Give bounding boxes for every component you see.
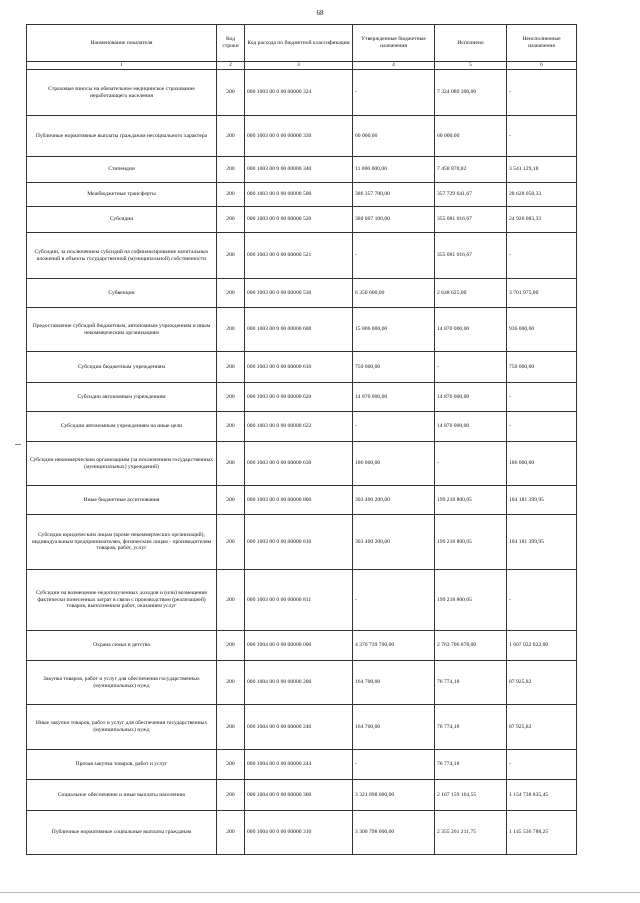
budget-execution-table — [26, 24, 577, 855]
row-unexecuted-cell: 104 181 399,95 — [507, 486, 577, 515]
row-unexecuted-cell: 24 926 083,33 — [507, 207, 577, 233]
row-name-cell: Субсидии некоммерческим организациям (за исключением государственных (муниципальных) учреждений) — [27, 442, 217, 486]
row-unexecuted-cell: 3 541 129,18 — [507, 157, 577, 183]
row-approved-cell: 14 870 000,00 — [353, 383, 435, 412]
table-row — [27, 233, 577, 279]
table-row — [27, 207, 577, 233]
table-row — [27, 352, 577, 383]
row-code-cell: 200 — [217, 157, 245, 183]
row-approved-cell: 15 806 000,00 — [353, 308, 435, 352]
row-approved-cell: 4 370 739 700,00 — [353, 631, 435, 661]
row-name-cell: Социальное обеспечение и иные выплаты населению — [27, 780, 217, 811]
row-name-cell: Субсидии автономным учреждениям — [27, 383, 217, 412]
row-name-cell: Прочая закупка товаров, работ и услуг — [27, 750, 217, 780]
row-code-cell: 200 — [217, 308, 245, 352]
row-approved-cell: 386 357 700,00 — [353, 183, 435, 207]
row-kbk-cell: 000 1003 00 0 00 00000 630 — [245, 442, 353, 486]
row-executed-cell: 357 729 641,67 — [435, 183, 507, 207]
row-kbk-cell: 000 1003 00 0 00 00000 520 — [245, 207, 353, 233]
table-row — [27, 811, 577, 855]
header-cell-kbk: Код расхода по бюджетной классификации — [245, 25, 353, 62]
row-kbk-cell: 000 1003 00 0 00 00000 622 — [245, 412, 353, 442]
row-kbk-cell: 000 1004 00 0 00 00000 240 — [245, 705, 353, 750]
row-code-cell: 200 — [217, 486, 245, 515]
row-executed-cell: 355 081 016,67 — [435, 207, 507, 233]
row-executed-cell: 76 774,18 — [435, 705, 507, 750]
header-cell-executed: Исполнено — [435, 25, 507, 62]
header-cell-code: Код строки — [217, 25, 245, 62]
row-unexecuted-cell: - — [507, 116, 577, 157]
column-number-row — [27, 62, 577, 70]
row-executed-cell: 2 355 261 211,75 — [435, 811, 507, 855]
table-row — [27, 705, 577, 750]
row-approved-cell: 3 300 798 000,00 — [353, 811, 435, 855]
table-row — [27, 383, 577, 412]
row-kbk-cell: 000 1003 00 0 00 00000 330 — [245, 116, 353, 157]
row-unexecuted-cell: - — [507, 412, 577, 442]
table-row — [27, 780, 577, 811]
row-kbk-cell: 000 1003 00 0 00 00000 800 — [245, 486, 353, 515]
row-unexecuted-cell: 186 000,00 — [507, 442, 577, 486]
row-name-cell: Предоставление субсидий бюджетным, автономным учреждениям и иным некоммерческим организациям — [27, 308, 217, 352]
column-number: 3 — [245, 62, 353, 70]
table-row — [27, 515, 577, 570]
table-row — [27, 570, 577, 631]
row-executed-cell: 76 774,18 — [435, 661, 507, 705]
table-row — [27, 631, 577, 661]
row-executed-cell: - — [435, 352, 507, 383]
row-code-cell: 200 — [217, 233, 245, 279]
row-kbk-cell: 000 1004 00 0 00 00000 244 — [245, 750, 353, 780]
row-unexecuted-cell: - — [507, 570, 577, 631]
row-name-cell: Публичные нормативные выплаты гражданам несоциального характера — [27, 116, 217, 157]
row-name-cell: Стипендии — [27, 157, 217, 183]
row-code-cell: 200 — [217, 412, 245, 442]
table-row — [27, 412, 577, 442]
row-kbk-cell: 000 1003 00 0 00 00000 610 — [245, 352, 353, 383]
row-executed-cell: 2 763 706 878,00 — [435, 631, 507, 661]
row-unexecuted-cell: 750 000,00 — [507, 352, 577, 383]
row-kbk-cell: 000 1003 00 0 00 00000 811 — [245, 570, 353, 631]
row-kbk-cell: 000 1004 00 0 00 00000 000 — [245, 631, 353, 661]
row-code-cell: 200 — [217, 631, 245, 661]
row-approved-cell: - — [353, 750, 435, 780]
row-code-cell: 200 — [217, 780, 245, 811]
table-row — [27, 750, 577, 780]
row-executed-cell: 2 167 159 164,55 — [435, 780, 507, 811]
column-number: 2 — [217, 62, 245, 70]
row-executed-cell: - — [435, 442, 507, 486]
row-unexecuted-cell: 3 701 975,00 — [507, 279, 577, 308]
table-row — [27, 116, 577, 157]
column-number: 1 — [27, 62, 217, 70]
row-executed-cell: 2 648 625,00 — [435, 279, 507, 308]
row-executed-cell: 60 000,00 — [435, 116, 507, 157]
row-name-cell: Иные бюджетные ассигнования — [27, 486, 217, 515]
row-code-cell: 200 — [217, 116, 245, 157]
row-name-cell: Иные закупки товаров, работ и услуг для обеспечения государственных (муниципальных) нужд — [27, 705, 217, 750]
table-row — [27, 183, 577, 207]
row-approved-cell: 186 000,00 — [353, 442, 435, 486]
row-approved-cell: 303 400 200,00 — [353, 486, 435, 515]
table-row — [27, 308, 577, 352]
row-unexecuted-cell: 1 607 032 822,00 — [507, 631, 577, 661]
page-number: 68 — [316, 9, 324, 17]
row-unexecuted-cell: - — [507, 383, 577, 412]
row-unexecuted-cell: 28 628 058,33 — [507, 183, 577, 207]
row-name-cell: Субвенции — [27, 279, 217, 308]
row-unexecuted-cell: - — [507, 233, 577, 279]
table-row — [27, 279, 577, 308]
row-name-cell: Охрана семьи и детства — [27, 631, 217, 661]
row-kbk-cell: 000 1003 00 0 00 00000 530 — [245, 279, 353, 308]
row-approved-cell: 60 000,00 — [353, 116, 435, 157]
row-kbk-cell: 000 1003 00 0 00 00000 521 — [245, 233, 353, 279]
row-name-cell: Субсидии автономным учреждениям на иные цели — [27, 412, 217, 442]
row-executed-cell: 14 870 000,00 — [435, 412, 507, 442]
row-executed-cell: 199 218 800,05 — [435, 486, 507, 515]
row-kbk-cell: 000 1004 00 0 00 00000 300 — [245, 780, 353, 811]
row-approved-cell: - — [353, 233, 435, 279]
row-kbk-cell: 000 1003 00 0 00 00000 340 — [245, 157, 353, 183]
header-cell-unexecuted: Неисполненные назначения — [507, 25, 577, 62]
header-cell-name: Наименование показателя — [27, 25, 217, 62]
row-unexecuted-cell: 1 145 536 788,25 — [507, 811, 577, 855]
row-name-cell: Субсидии бюджетным учреждениям — [27, 352, 217, 383]
row-approved-cell: 3 321 898 000,00 — [353, 780, 435, 811]
column-number: 6 — [507, 62, 577, 70]
row-code-cell: 200 — [217, 70, 245, 116]
row-name-cell: Страховые взносы на обязательное медицинское страхование неработающего населения — [27, 70, 217, 116]
row-executed-cell: 199 218 800,05 — [435, 515, 507, 570]
table-row — [27, 70, 577, 116]
row-code-cell: 200 — [217, 705, 245, 750]
row-name-cell: Субсидии, за исключением субсидий на софинансирование капитальных вложений в объекты государственной (муниципальной) собственности — [27, 233, 217, 279]
row-executed-cell: 76 774,18 — [435, 750, 507, 780]
row-code-cell: 200 — [217, 279, 245, 308]
row-approved-cell: - — [353, 70, 435, 116]
row-unexecuted-cell: - — [507, 70, 577, 116]
row-unexecuted-cell: 1 154 738 835,45 — [507, 780, 577, 811]
table-row — [27, 661, 577, 705]
row-name-cell: Закупка товаров, работ и услуг для обеспечения государственных (муниципальных) нужд — [27, 661, 217, 705]
row-code-cell: 200 — [217, 570, 245, 631]
table-row — [27, 157, 577, 183]
row-executed-cell: 7 458 870,82 — [435, 157, 507, 183]
row-name-cell: Публичные нормативные социальные выплаты гражданам — [27, 811, 217, 855]
row-approved-cell: 164 700,00 — [353, 661, 435, 705]
row-unexecuted-cell: - — [507, 750, 577, 780]
row-kbk-cell: 000 1003 00 0 00 00000 324 — [245, 70, 353, 116]
row-code-cell: 200 — [217, 383, 245, 412]
row-code-cell: 200 — [217, 515, 245, 570]
row-executed-cell: 14 870 000,00 — [435, 308, 507, 352]
row-executed-cell: 199 218 800,05 — [435, 570, 507, 631]
margin-mark — [15, 444, 21, 445]
table-row — [27, 486, 577, 515]
header-cell-approved: Утвержденные бюджетные назначения — [353, 25, 435, 62]
row-unexecuted-cell: 936 000,00 — [507, 308, 577, 352]
row-code-cell: 200 — [217, 661, 245, 705]
row-kbk-cell: 000 1003 00 0 00 00000 620 — [245, 383, 353, 412]
row-code-cell: 200 — [217, 442, 245, 486]
row-name-cell: Субсидии юридическим лицам (кроме некоммерческих организаций), индивидуальным предпринимателям, физическим лицам - производителям товаров, работ, услуг — [27, 515, 217, 570]
row-code-cell: 200 — [217, 811, 245, 855]
row-approved-cell: 303 400 200,00 — [353, 515, 435, 570]
row-executed-cell: 14 870 000,00 — [435, 383, 507, 412]
row-approved-cell: 164 700,00 — [353, 705, 435, 750]
row-approved-cell: - — [353, 412, 435, 442]
column-number: 5 — [435, 62, 507, 70]
column-number: 4 — [353, 62, 435, 70]
row-unexecuted-cell: 87 925,82 — [507, 705, 577, 750]
table-row — [27, 442, 577, 486]
row-name-cell: Межбюджетные трансферты — [27, 183, 217, 207]
row-kbk-cell: 000 1003 00 0 00 00000 500 — [245, 183, 353, 207]
header-row — [27, 25, 577, 62]
row-name-cell: Субсидии — [27, 207, 217, 233]
row-approved-cell: 11 000 000,00 — [353, 157, 435, 183]
row-kbk-cell: 000 1003 00 0 00 00000 810 — [245, 515, 353, 570]
row-code-cell: 200 — [217, 183, 245, 207]
row-unexecuted-cell: 104 181 399,95 — [507, 515, 577, 570]
row-executed-cell: 7 324 080 300,00 — [435, 70, 507, 116]
row-code-cell: 200 — [217, 352, 245, 383]
row-approved-cell: 380 007 100,00 — [353, 207, 435, 233]
row-unexecuted-cell: 87 925,82 — [507, 661, 577, 705]
row-approved-cell: - — [353, 570, 435, 631]
row-code-cell: 200 — [217, 207, 245, 233]
row-kbk-cell: 000 1004 00 0 00 00000 200 — [245, 661, 353, 705]
row-approved-cell: 6 350 600,00 — [353, 279, 435, 308]
row-approved-cell: 750 000,00 — [353, 352, 435, 383]
row-kbk-cell: 000 1004 00 0 00 00000 310 — [245, 811, 353, 855]
row-executed-cell: 355 081 016,67 — [435, 233, 507, 279]
row-name-cell: Субсидии на возмещение недополученных доходов и (или) возмещение фактически понесенных затрат в связи с производством (реализацией) товаров, выполнением работ, оказанием услуг — [27, 570, 217, 631]
row-code-cell: 200 — [217, 750, 245, 780]
page-bottom-rule — [0, 892, 640, 893]
row-kbk-cell: 000 1003 00 0 00 00000 600 — [245, 308, 353, 352]
